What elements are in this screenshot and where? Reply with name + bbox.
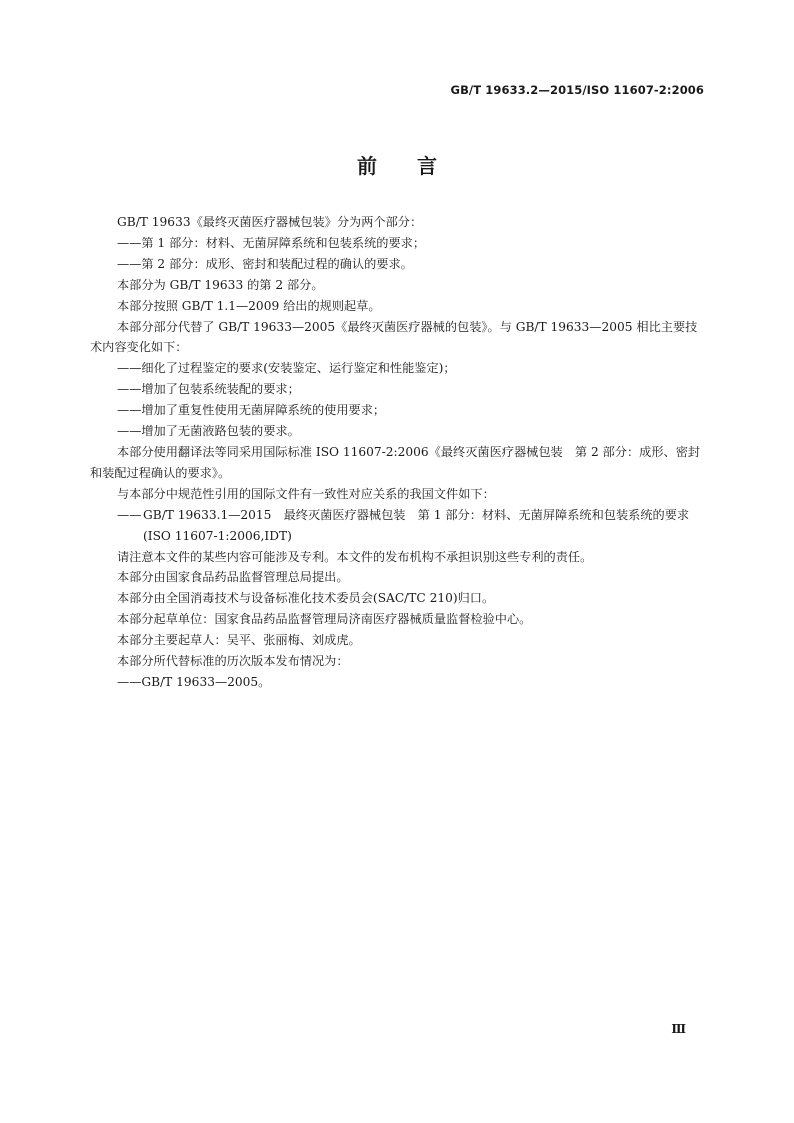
referenced-document-item (90, 505, 706, 547)
page-number: Ⅲ (671, 1022, 686, 1036)
paragraph: 本部分使用翻译法等同采用国际标准 ISO 11607-2:2006《最终灭菌医疗器械包装 第 2 部分：成形、密封和装配过程确认的要求》。 (90, 444, 701, 480)
dash-lead: —— (117, 507, 142, 522)
foreword-body (90, 212, 706, 693)
paragraph: GB/T 19633《最终灭菌医疗器械包装》分为两个部分： (117, 215, 423, 229)
page-title: 前言 (357, 154, 477, 178)
paragraph: 本部分主要起草人：吴平、张丽梅、刘成虎。 (117, 633, 361, 648)
paragraph: 与本部分中规范性引用的国际文件有一致性对应关系的我国文件如下： (117, 486, 495, 501)
paragraph: 本部分为 GB/T 19633 的第 2 部分。 (117, 277, 324, 292)
list-item: ——GB/T 19633—2005。 (117, 674, 271, 689)
paragraph: 请注意本文件的某些内容可能涉及专利。本文件的发布机构不承担识别这些专利的责任。 (117, 549, 593, 564)
paragraph: 本部分由全国消毒技术与设备标准化技术委员会(SAC/TC 210)归口。 (117, 591, 495, 606)
paragraph: 本部分部分代替了 GB/T 19633—2005《最终灭菌医疗器械的包装》。与 GB/T 19633—2005 相比主要技术内容变化如下： (90, 319, 698, 355)
referenced-document-text: GB/T 19633.1—2015 最终灭菌医疗器械包装 第 1 部分：材料、无菌屏障系统和包装系统的要求(ISO 11607-1:2006,IDT) (143, 507, 690, 543)
standard-number-header: GB/T 19633.2—2015/ISO 11607-2:2006 (450, 83, 704, 97)
paragraph: 本部分所代替标准的历次版本发布情况为： (117, 654, 349, 669)
paragraph: 本部分由国家食品药品监督管理总局提出。 (117, 570, 349, 585)
list-item: ——第 2 部分：成形、密封和装配过程的确认的要求。 (117, 256, 413, 271)
paragraph: 本部分按照 GB/T 1.1—2009 给出的规则起草。 (117, 298, 381, 313)
list-item: ——增加了包装系统装配的要求； (117, 382, 300, 397)
list-item: ——增加了无菌液路包装的要求。 (117, 424, 300, 439)
list-item: ——第 1 部分：材料、无菌屏障系统和包装系统的要求； (117, 235, 426, 250)
paragraph: 本部分起草单位：国家食品药品监督管理局济南医疗器械质量监督检验中心。 (117, 612, 532, 627)
list-item: ——增加了重复性使用无菌屏障系统的使用要求； (117, 403, 386, 418)
list-item: ——细化了过程鉴定的要求(安装鉴定、运行鉴定和性能鉴定)； (117, 361, 456, 376)
